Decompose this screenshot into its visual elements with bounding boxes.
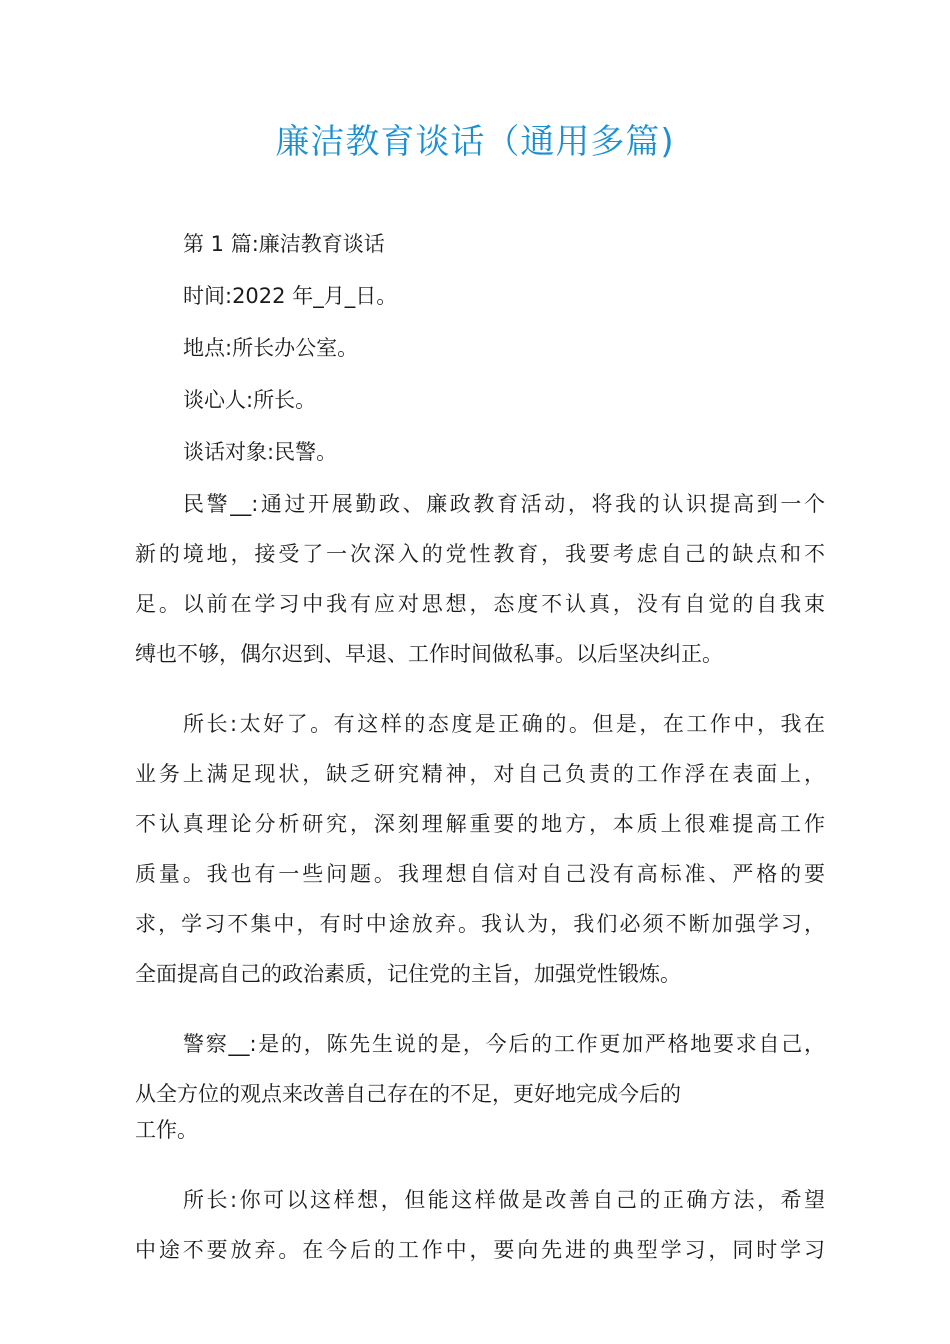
- paragraph-line: 新的境地，接受了一次深入的党性教育，我要考虑自己的缺点和不: [135, 542, 825, 566]
- paragraph-4: [135, 1185, 825, 1285]
- paragraph-line: 所长:你可以这样想，但能这样做是改善自己的正确方法，希望: [183, 1188, 825, 1212]
- section-heading: 第 1 篇:廉洁教育谈话: [183, 232, 385, 256]
- paragraph-line: 中途不要放弃。在今后的工作中，要向先进的典型学习，同时学习: [135, 1238, 825, 1262]
- meta-target: 谈话对象:民警。: [183, 440, 338, 464]
- paragraph-line: 民警__:通过开展勤政、廉政教育活动，将我的认识提高到一个: [183, 492, 825, 516]
- paragraph-line: 业务上满足现状，缺乏研究精神，对自己负责的工作浮在表面上，: [135, 762, 825, 786]
- paragraph-1: [135, 489, 825, 689]
- document-title: 廉洁教育谈话（通用多篇): [275, 122, 675, 162]
- paragraph-line: 全面提高自己的政治素质，记住党的主旨，加强党性锻炼。: [135, 962, 681, 986]
- paragraph-3: [135, 1029, 825, 1165]
- paragraph-line: 缚也不够，偶尔迟到、早退、工作时间做私事。以后坚决纠正。: [135, 642, 723, 666]
- document-body: [135, 229, 825, 1305]
- paragraph-2: [135, 709, 825, 1009]
- paragraph-line: 从全方位的观点来改善自己存在的不足，更好地完成今后的: [135, 1082, 681, 1106]
- paragraph-line: 质量。我也有一些问题。我理想自信对自己没有高标准、严格的要: [135, 862, 825, 886]
- meta-time: 时间:2022 年_月_日。: [183, 284, 398, 308]
- paragraph-line: 不认真理论分析研究，深刻理解重要的地方，本质上很难提高工作: [135, 812, 825, 836]
- meta-place: 地点:所长办公室。: [183, 336, 359, 360]
- paragraph-line: 足。以前在学习中我有应对思想，态度不认真，没有自觉的自我束: [135, 592, 825, 616]
- paragraph-line: 求，学习不集中，有时中途放弃。我认为，我们必须不断加强学习，: [135, 912, 825, 936]
- paragraph-line: 所长:太好了。有这样的态度是正确的。但是，在工作中，我在: [183, 712, 825, 736]
- paragraph-line: 工作。: [135, 1118, 198, 1142]
- paragraph-line: 警察__:是的，陈先生说的是，今后的工作更加严格地要求自己，: [183, 1032, 825, 1056]
- meta-speaker: 谈心人:所长。: [183, 388, 317, 412]
